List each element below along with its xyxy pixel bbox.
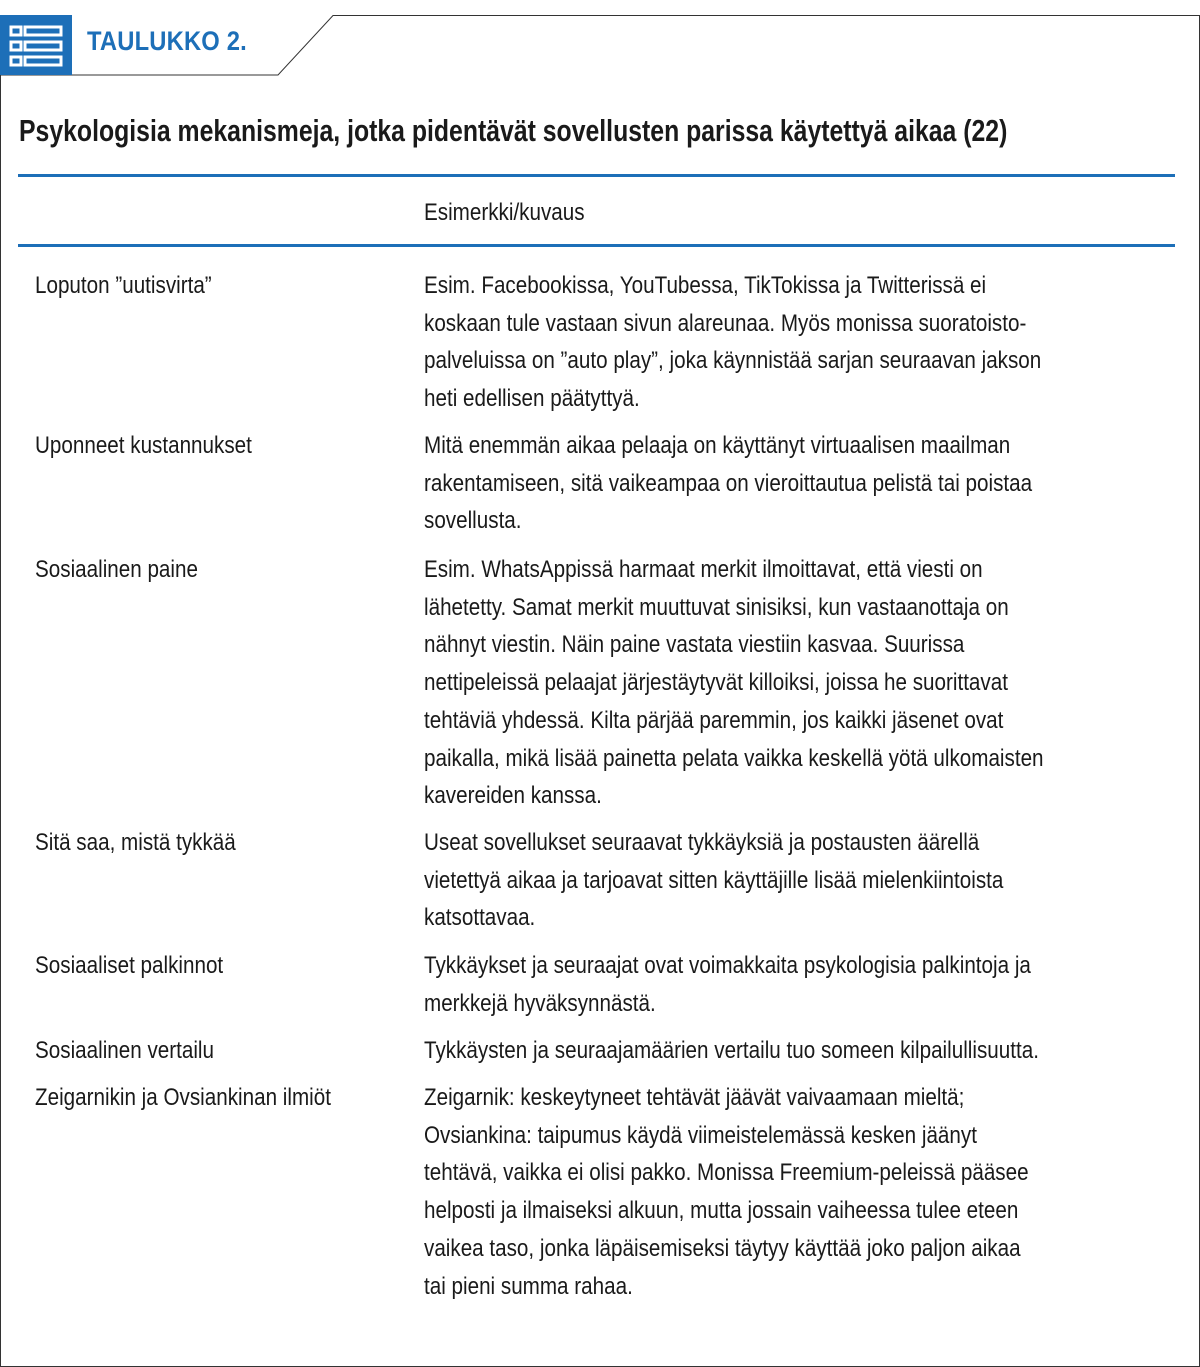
description-line: tai pieni summa rahaa. (424, 1272, 633, 1300)
description-line: tehtäviä yhdessä. Kilta pärjää paremmin, jos kaikki jäsenet ovat (424, 706, 1004, 734)
row-description (424, 824, 1003, 937)
row-term: Sosiaalinen vertailu (35, 1037, 214, 1064)
row-term: Sitä saa, mistä tykkää (35, 829, 236, 856)
description-line: Ovsiankina: taipumus käydä viimeistelemässä kesken jäänyt (424, 1121, 977, 1149)
description-line: vaikea taso, jonka läpäisemiseksi täytyy käyttää joko paljon aikaa (424, 1234, 1021, 1262)
row-term: Sosiaalinen paine (35, 556, 198, 583)
description-line: katsottavaa. (424, 904, 536, 932)
description-line: heti edellisen päätyttyä. (424, 385, 640, 413)
header-top-rule (18, 174, 1175, 177)
row-term: Sosiaaliset palkinnot (35, 952, 224, 979)
row-term: Uponneet kustannukset (35, 432, 252, 459)
description-line: merkkejä hyväksynnästä. (424, 989, 656, 1017)
description-line: Esim. WhatsAppissä harmaat merkit ilmoittavat, että viesti on (424, 556, 983, 583)
row-description (424, 551, 1044, 815)
description-line: lähetetty. Samat merkit muuttuvat sinisiksi, kun vastaanottaja on (424, 593, 1009, 621)
description-line: palveluissa on ”auto play”, joka käynnistää sarjan seuraavan jakson (424, 347, 1042, 375)
description-line: Esim. Facebookissa, YouTubessa, TikTokissa ja Twitterissä ei (424, 272, 987, 299)
row-description (424, 267, 1041, 418)
header-bottom-rule (18, 244, 1175, 247)
row-term: Zeigarnikin ja Ovsiankinan ilmiöt (35, 1084, 331, 1111)
description-line: Tykkäykset ja seuraajat ovat voimakkaita psykologisia palkintoja ja (424, 952, 1031, 979)
table-number-label: TAULUKKO 2. (87, 26, 247, 56)
description-line: kavereiden kanssa. (424, 782, 602, 810)
description-line: koskaan tule vastaan sivun alareunaa. Myös monissa suoratoisto- (424, 309, 1027, 337)
table-title: Psykologisia mekanismeja, jotka pidentävät sovellusten parissa käytettyä aikaa (22) (19, 113, 1008, 148)
row-description (424, 427, 1032, 540)
description-line: Useat sovellukset seuraavat tykkäyksiä ja postausten äärellä (424, 829, 980, 856)
description-line: Zeigarnik: keskeytyneet tehtävät jäävät vaivaamaan mieltä; (424, 1084, 965, 1111)
row-description (424, 1079, 1029, 1305)
description-line: nettipeleissä pelaajat järjestäytyvät killoiksi, joissa he suorittavat (424, 669, 1008, 697)
row-description (424, 1032, 1039, 1070)
row-description (424, 947, 1031, 1022)
description-line: vietettyä aikaa ja tarjoavat sitten käyttäjille lisää mielenkiintoista (424, 866, 1004, 894)
description-line: tehtävä, vaikka ei olisi pakko. Monissa Freemium-peleissä pääsee (424, 1159, 1029, 1187)
description-line: sovellusta. (424, 507, 522, 535)
table-list-icon (0, 15, 72, 75)
description-line: rakentamiseen, sitä vaikeampaa on vieroittautua pelistä tai poistaa (424, 469, 1033, 497)
description-line: helposti ja ilmaiseksi alkuun, mutta jossain vaiheessa tulee eteen (424, 1197, 1019, 1225)
description-line: nähnyt viestin. Näin paine vastata viestiin kasvaa. Suurissa (424, 631, 965, 659)
description-line: paikalla, mikä lisää painetta pelata vaikka keskellä yötä ulkomaisten (424, 744, 1044, 772)
description-line: Mitä enemmän aikaa pelaaja on käyttänyt virtuaalisen maailman (424, 432, 1011, 459)
description-line: Tykkäysten ja seuraajamäärien vertailu tuo someen kilpailullisuutta. (424, 1037, 1039, 1064)
row-term: Loputon ”uutisvirta” (35, 272, 212, 299)
column-header-description: Esimerkki/kuvaus (424, 199, 585, 226)
